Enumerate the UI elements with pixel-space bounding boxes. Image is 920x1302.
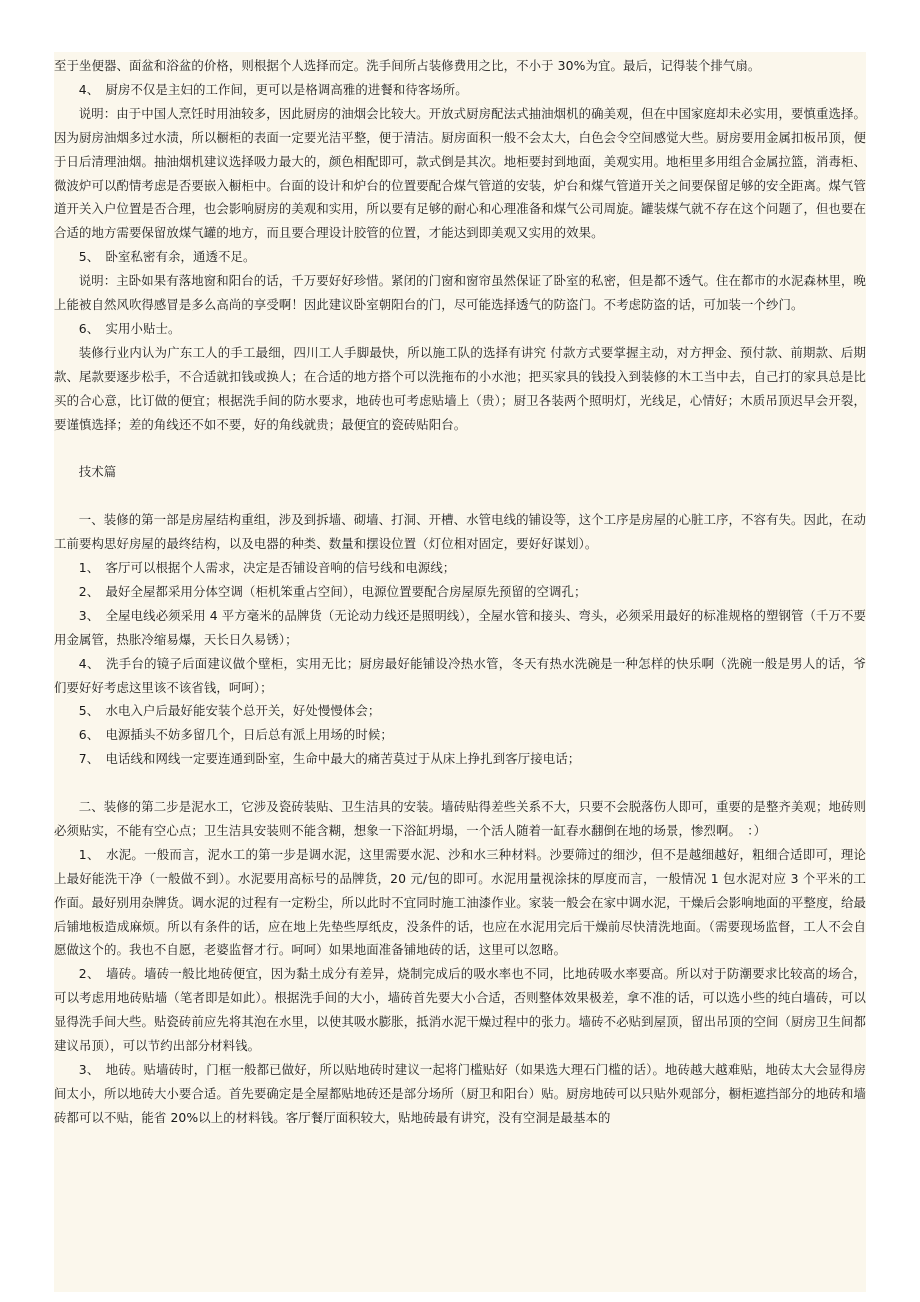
paragraph: 一、装修的第一部是房屋结构重组，涉及到拆墙、砌墙、打洞、开槽、水管电线的铺设等，这个工序是房屋的心脏工序，不容有失。因此，在动工前要构思好房屋的最终结构，以及电器的种类、数量和摆设位置（灯位相对固定，要好好谋划）。	[54, 512, 866, 552]
list-item-tips: 6、 实用小贴士。	[78, 320, 181, 336]
list-item: 5、 水电入户后最好能安装个总开关，好处慢慢体会；	[78, 703, 381, 719]
list-item: 1、 客厅可以根据个人需求，决定是否铺设音响的信号线和电源线；	[78, 560, 456, 575]
section-heading: 技术篇	[78, 464, 117, 480]
list-item: 6、 电源插头不妨多留几个，日后总有派上用场的时候；	[78, 727, 393, 743]
blank-line	[54, 771, 866, 795]
list-item-wall-tile: 2、 墙砖。墙砖一般比地砖便宜，因为黏土成分有差异，烧制完成后的吸水率也不同，比地砖吸水率要高。所以对于防潮要求比较高的场合，可以考虑用地砖贴墙（笔者即是如此）。根据洗手间的大小，墙砖首先要大小合适，否则整体效果极差，拿不准的话，可以选小些的纯白墙砖，可以显得洗手间大些。贴瓷砖前应先将其泡在水里，以使其吸水膨胀，抵消水泥干燥过程中的张力。墙砖不必贴到屋顶，留出吊顶的空间（厨房卫生间都建议吊顶），可以节约出部分材料钱。	[54, 966, 866, 1054]
list-item-bedroom: 5、 卧室私密有余，通透不足。	[78, 249, 256, 265]
blank-line	[54, 484, 866, 508]
paragraph: 说明：由于中国人烹饪时用油较多，因此厨房的油烟会比较大。开放式厨房配法式抽油烟机的确美观，但在中国家庭却未必实用，要慎重选择。因为厨房油烟多过水渍，所以橱柜的表面一定要光洁平整，便于清洁。厨房面积一般不会太大，白色会令空间感觉大些。厨房要用金属扣板吊顶，便于日后清理油烟。抽油烟机建议选择吸力最大的，颜色相配即可，款式倒是其次。地柜要封到地面，美观实用。地柜里多用组合金属拉篮，消毒柜、微波炉可以酌情考虑是否要嵌入橱柜中。台面的设计和炉台的位置要配合煤气管道的安装，炉台和煤气管道开关之间要保留足够的安全距离。煤气管道开关入户位置是否合理，也会影响厨房的美观和实用，所以要有足够的耐心和心理准备和煤气公司周旋。罐装煤气就不存在这个问题了，但也要在合适的地方需要保留放煤气罐的地方，而且要合理设计胶管的位置，才能达到即美观又实用的效果。	[54, 105, 866, 241]
list-item: 4、 洗手台的镜子后面建议做个壁柜，实用无比；厨房最好能铺设冷热水管，冬天有热水洗碗是一种怎样的快乐啊（洗碗一般是男人的话，爷们要好好考虑这里该不该省钱，呵呵）；	[54, 655, 866, 695]
blank-line	[54, 437, 866, 461]
list-item-kitchen: 4、 厨房不仅是主妇的工作间，更可以是格调高雅的进餐和待客场所。	[78, 81, 468, 97]
list-item-cement: 1、 水泥。一般而言，泥水工的第一步是调水泥，这里需要水泥、沙和水三种材料。沙要筛过的细沙，但不是越细越好，粗细合适即可，理论上最好能洗干净（一般做不到）。水泥要用高标号的品牌货，20 元/包的即可。水泥用量视涂抹的厚度而言，一般情况 1 包水泥对应 3 个平米的工作面。最好别用杂牌货。调水泥的过程有一定粉尘，所以此时不宜同时施工油漆作业。家装一般会在家中调水泥，干燥后会影响地面的平整度，给最后铺地板造成麻烦。所以有条件的话，应在地上先垫些厚纸皮，没条件的话，也应在水泥用完后干燥前尽快清洗地面。（需要现场监督，工人不会自愿做这个的。我也不自愿，老婆监督才行。呵呵）如果地面准备铺地砖的话，这里可以忽略。	[54, 846, 866, 958]
paragraph: 说明：主卧如果有落地窗和阳台的话，千万要好好珍惜。紧闭的门窗和窗帘虽然保证了卧室的私密，但是都不透气。住在都市的水泥森林里，晚上能被自然风吹得感冒是多么高尚的享受啊！因此建议卧室朝阳台的门，尽可能选择透气的防盗门。不考虑防盗的话，可加装一个纱门。	[54, 273, 866, 313]
list-item: 3、 全屋电线必须采用 4 平方毫米的品牌货（无论动力线还是照明线），全屋水管和接头、弯头，必须采用最好的标准规格的塑钢管（千万不要用金属管，热胀冷缩易爆，天长日久易锈）；	[54, 607, 866, 647]
paragraph: 装修行业内认为广东工人的手工最细，四川工人手脚最快，所以施工队的选择有讲究 付款方式要掌握主动，对方押金、预付款、前期款、后期款、尾款要逐步松手，不合适就扣钱或换人；在合适的地方搭个可以洗拖布的小水池；把买家具的钱投入到装修的木工当中去，自己打的家具总是比买的合心意，比订做的便宜；根据洗手间的防水要求，地砖也可考虑贴墙上（贵）；厨卫各装两个照明灯，光线足，心情好；木质吊顶迟早会开裂，要谨慎选择；差的角线还不如不要，好的角线就贵；最便宜的瓷砖贴阳台。	[54, 344, 866, 432]
list-item: 2、 最好全屋都采用分体空调（柜机笨重占空间），电源位置要配合房屋原先预留的空调孔；	[78, 583, 587, 599]
document-page	[54, 52, 866, 1292]
paragraph: 二、装修的第二步是泥水工，它涉及瓷砖装贴、卫生洁具的安装。墙砖贴得差些关系不大，只要不会脱落伤人即可，重要的是整齐美观；地砖则必须贴实，不能有空心点；卫生洁具安装则不能含糊，想象一下浴缸坍塌，一个活人随着一缸春水翻倒在地的场景，惨烈啊。 ：）	[54, 799, 866, 838]
paragraph: 至于坐便器、面盆和浴盆的价格，则根据个人选择而定。洗手间所占装修费用之比，不小于 30%为宜。最后，记得装个排气扇。	[54, 58, 761, 73]
document-body	[54, 54, 866, 1130]
list-item: 7、 电话线和网线一定要连通到卧室，生命中最大的痛苦莫过于从床上挣扎到客厅接电话；	[78, 751, 581, 767]
list-item-floor-tile: 3、 地砖。贴墙砖时，门框一般都已做好，所以贴地砖时建议一起将门槛贴好（如果选大理石门槛的话）。地砖越大越难贴，地砖太大会显得房间太小，所以地砖大小要合适。首先要确定是全屋都贴地砖还是部分场所（厨卫和阳台）贴。厨房地砖可以只贴外观部分，橱柜遮挡部分的地砖和墙砖都可以不贴，能省 20%以上的材料钱。客厅餐厅面积较大，贴地砖最有讲究，没有空洞是最基本的	[54, 1062, 866, 1125]
